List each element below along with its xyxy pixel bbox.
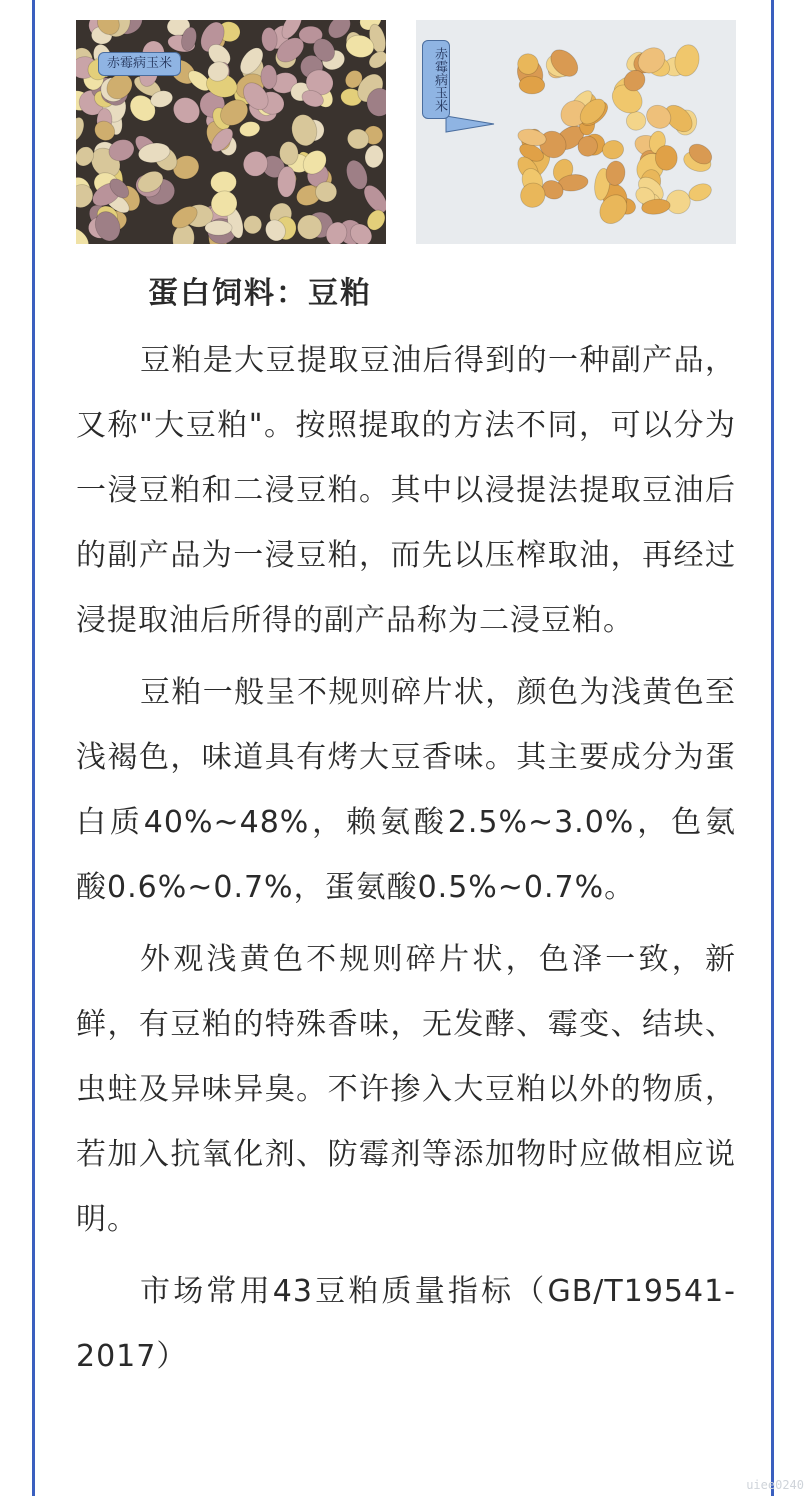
- callout-label-left: 赤霉病玉米: [98, 52, 181, 76]
- callout-label-right: 赤霉病玉米: [422, 40, 450, 119]
- corn-kernels-light-illustration: [416, 20, 736, 244]
- watermark: uiee0240: [746, 1478, 804, 1492]
- paragraph-quality-standard: 市场常用43豆粕质量指标（GB/T19541-2017）: [76, 1274, 736, 1374]
- article-body: [76, 270, 736, 1396]
- diseased-corn-photo-dark: [76, 20, 386, 244]
- corn-photos: [76, 20, 736, 244]
- corn-kernel-shape: [519, 76, 545, 94]
- section-heading: 蛋白饲料：豆粕: [148, 276, 372, 311]
- paragraph-appearance: 外观浅黄色不规则碎片状，色泽一致，新鲜，有豆粕的特殊香味，无发酵、霉变、结块、虫蛀及异味异臭。不许掺入大豆粕以外的物质，若加入抗氧化剂、防霉剂等添加物时应做相应说明。: [76, 942, 736, 1237]
- corn-kernel-shape: [655, 145, 677, 170]
- corn-kernel-shape: [205, 221, 232, 236]
- paragraph-composition: 豆粕一般呈不规则碎片状，颜色为浅黄色至浅褐色，味道具有烤大豆香味。其主要成分为蛋白质40%~48%，赖氨酸2.5%~3.0%，色氨酸0.6%~0.7%，蛋氨酸0.5%~0.7%。: [76, 675, 736, 905]
- diseased-corn-photo-light: [416, 20, 736, 244]
- paragraph-definition: 豆粕是大豆提取豆油后得到的一种副产品，又称"大豆粕"。按照提取的方法不同，可以分为一浸豆粕和二浸豆粕。其中以浸提法提取豆油后的副产品为一浸豆粕，而先以压榨取油，再经过浸提取油后所得的副产品称为二浸豆粕。: [76, 343, 736, 638]
